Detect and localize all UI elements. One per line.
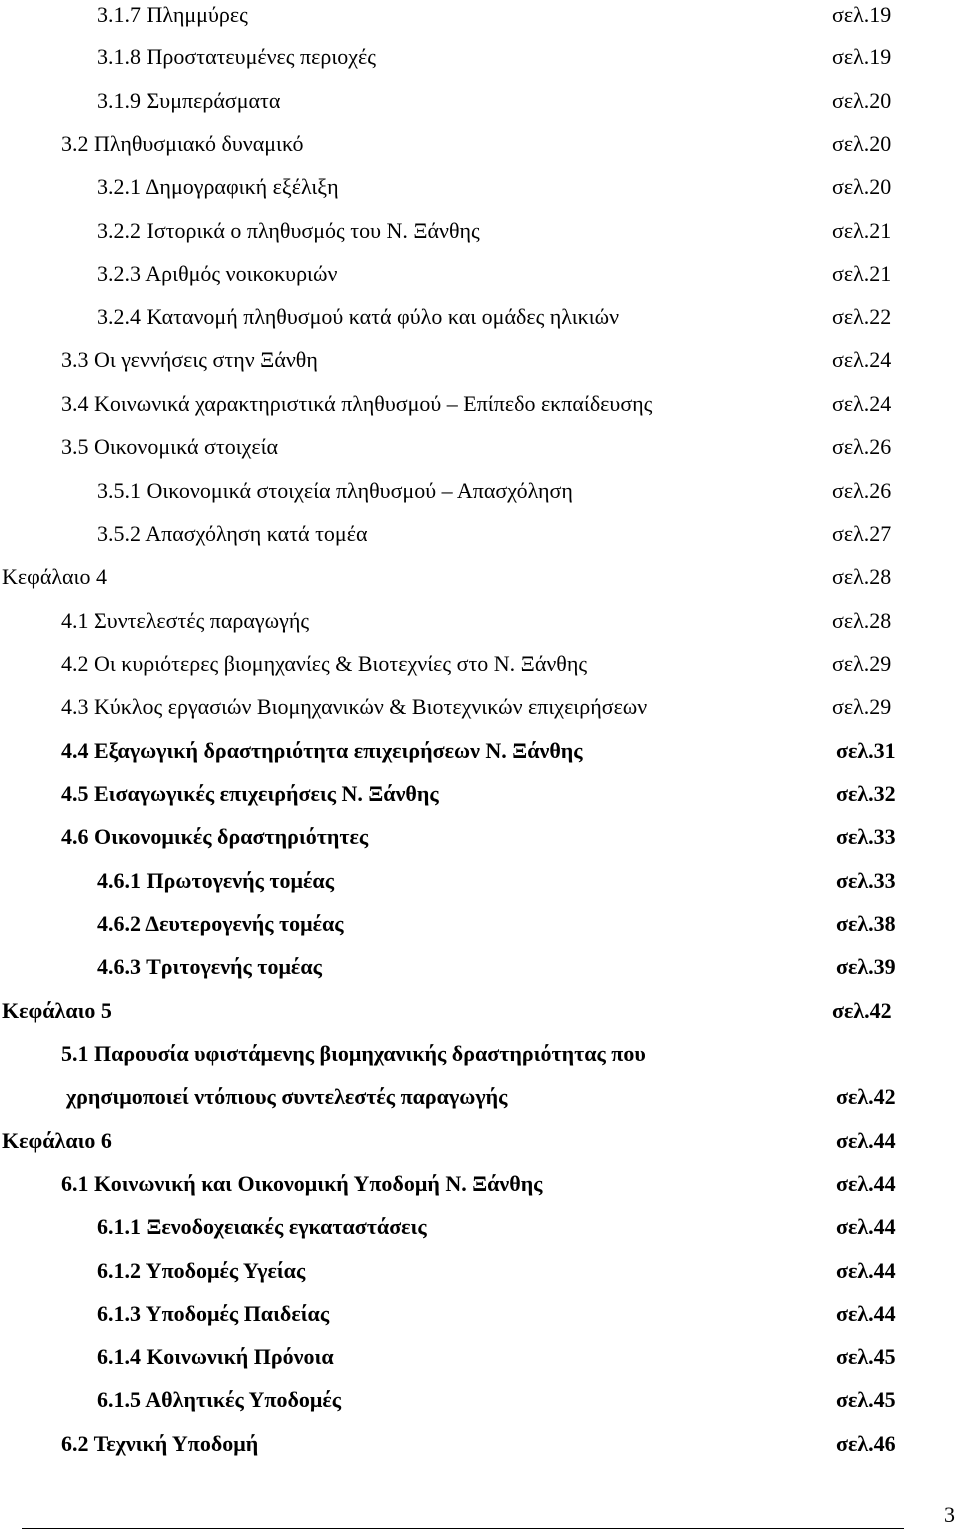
toc-entry: [0, 822, 960, 852]
toc-entry-title: 3.2.3 Αριθμός νοικοκυριών: [97, 261, 338, 286]
toc-entry-title: 6.1.1 Ξενοδοχειακές εγκαταστάσεις: [97, 1214, 427, 1239]
page-number: 3: [944, 1502, 955, 1527]
toc-entry-page: σελ.26: [832, 434, 892, 459]
toc-entry: [0, 302, 960, 332]
toc-entry-title: 3.5.1 Οικονομικά στοιχεία πληθυσμού – Απασχόληση: [97, 478, 573, 503]
toc-entry-title: 6.2 Τεχνική Υποδομή: [61, 1431, 259, 1456]
toc-entry-page: σελ.28: [832, 564, 892, 589]
toc-entry: [0, 389, 960, 419]
toc-entry: [0, 649, 960, 679]
toc-entry: [0, 562, 960, 592]
toc-entry: [0, 1212, 960, 1242]
toc-entry-title: Κεφάλαιο 4: [2, 564, 107, 589]
toc-entry-page: σελ.29: [832, 694, 892, 719]
toc-entry: [0, 692, 960, 722]
toc-entry-title: 3.1.9 Συμπεράσματα: [97, 88, 281, 113]
toc-entry: [0, 172, 960, 202]
toc-entry: [0, 216, 960, 246]
toc-entry: [0, 1039, 960, 1069]
toc-entry-page: σελ.44: [836, 1258, 896, 1283]
toc-entry: [0, 129, 960, 159]
toc-entry-page: σελ.19: [832, 2, 892, 27]
toc-entry-title: 3.2 Πληθυσμιακό δυναμικό: [61, 131, 304, 156]
toc-entry-page: σελ.20: [832, 174, 892, 199]
toc-entry: [0, 909, 960, 939]
toc-entry-title: 3.3 Οι γεννήσεις στην Ξάνθη: [61, 347, 318, 372]
toc-entry: [0, 1429, 960, 1459]
toc-entry-title: 6.1.4 Κοινωνική Πρόνοια: [97, 1344, 334, 1369]
toc-entry-title: 3.4 Κοινωνικά χαρακτηριστικά πληθυσμού – Επίπεδο εκπαίδευσης: [61, 391, 653, 416]
toc-entry-page: σελ.24: [832, 391, 892, 416]
toc-entry-page: σελ.45: [836, 1344, 896, 1369]
toc-entry-page: σελ.44: [836, 1301, 896, 1326]
toc-entry-page: σελ.20: [832, 131, 892, 156]
toc-entry: [0, 952, 960, 982]
toc-entry-page: σελ.42: [832, 998, 892, 1023]
toc-entry: [0, 476, 960, 506]
toc-entry: [0, 1385, 960, 1415]
toc-entry-title: 3.2.4 Κατανομή πληθυσμού κατά φύλο και ομάδες ηλικιών: [97, 304, 620, 329]
toc-entry: [0, 996, 960, 1026]
toc-entry-title: 6.1.3 Υποδομές Παιδείας: [97, 1301, 330, 1326]
toc-entry-page: σελ.44: [836, 1128, 896, 1153]
footer-rule: [22, 1528, 904, 1529]
toc-entry: [0, 42, 960, 72]
toc-entry-page: σελ.28: [832, 608, 892, 633]
toc-entry: [0, 1126, 960, 1156]
toc-entry-page: σελ.26: [832, 478, 892, 503]
toc-entry-title: 4.3 Κύκλος εργασιών Βιομηχανικών & Βιοτεχνικών επιχειρήσεων: [61, 694, 648, 719]
toc-entry: [0, 736, 960, 766]
toc-entry: [0, 0, 960, 30]
toc-entry-title: 4.6.1 Πρωτογενής τομέας: [97, 868, 334, 893]
toc-entry-title: 3.1.8 Προστατευμένες περιοχές: [97, 44, 376, 69]
toc-entry: [0, 1342, 960, 1372]
toc-entry-title: 4.4 Εξαγωγική δραστηριότητα επιχειρήσεων Ν. Ξάνθης: [61, 738, 583, 763]
toc-entry: [0, 606, 960, 636]
toc-entry: [0, 432, 960, 462]
toc-entry-title: χρησιμοποιεί ντόπιους συντελεστές παραγωγής: [66, 1084, 508, 1109]
toc-entry-page: σελ.33: [836, 824, 896, 849]
toc-entry-page: σελ.32: [836, 781, 896, 806]
toc-entry-title: 4.1 Συντελεστές παραγωγής: [61, 608, 310, 633]
toc-entry-page: σελ.21: [832, 261, 892, 286]
toc-entry-page: σελ.20: [832, 88, 892, 113]
toc-entry-title: 5.1 Παρουσία υφιστάμενης βιομηχανικής δραστηριότητας που: [61, 1041, 646, 1066]
toc-entry-title: 3.2.2 Ιστορικά ο πληθυσμός του Ν. Ξάνθης: [97, 218, 480, 243]
toc-entry: [0, 1169, 960, 1199]
toc-entry: [0, 519, 960, 549]
toc-entry-page: σελ.38: [836, 911, 896, 936]
toc-entry-page: σελ.31: [836, 738, 896, 763]
toc-entry-page: σελ.22: [832, 304, 892, 329]
toc-entry-title: 3.1.7 Πλημμύρες: [97, 2, 248, 27]
toc-entry: [0, 1082, 960, 1112]
toc-entry: [0, 345, 960, 375]
toc-entry-page: σελ.42: [836, 1084, 896, 1109]
toc-entry-title: Κεφάλαιο 5: [2, 998, 112, 1023]
toc-entry: [0, 259, 960, 289]
toc-entry-page: σελ.45: [836, 1387, 896, 1412]
toc-entry-page: σελ.29: [832, 651, 892, 676]
toc-entry-title: 3.2.1 Δημογραφική εξέλιξη: [97, 174, 339, 199]
toc-entry-title: Κεφάλαιο 6: [2, 1128, 112, 1153]
toc-entry-page: σελ.33: [836, 868, 896, 893]
toc-entry-page: σελ.44: [836, 1214, 896, 1239]
toc-entry-page: σελ.46: [836, 1431, 896, 1456]
toc-entry-title: 4.6 Οικονομικές δραστηριότητες: [61, 824, 369, 849]
toc-entry-title: 3.5.2 Απασχόληση κατά τομέα: [97, 521, 368, 546]
toc-entry-page: σελ.21: [832, 218, 892, 243]
toc-entry: [0, 86, 960, 116]
toc-entry: [0, 1299, 960, 1329]
toc-entry: [0, 779, 960, 809]
toc-entry-page: σελ.24: [832, 347, 892, 372]
toc-entry-page: σελ.44: [836, 1171, 896, 1196]
toc-entry-title: 4.5 Εισαγωγικές επιχειρήσεις Ν. Ξάνθης: [61, 781, 439, 806]
toc-entry-title: 3.5 Οικονομικά στοιχεία: [61, 434, 279, 459]
toc-entry-title: 6.1 Κοινωνική και Οικονομική Υποδομή Ν. Ξάνθης: [61, 1171, 543, 1196]
toc-entry-page: σελ.27: [832, 521, 892, 546]
toc-entry-title: 4.6.3 Τριτογενής τομέας: [97, 954, 322, 979]
toc-entry: [0, 866, 960, 896]
toc-entry-page: σελ.19: [832, 44, 892, 69]
toc-entry-title: 6.1.5 Αθλητικές Υποδομές: [97, 1387, 342, 1412]
toc-entry-title: 6.1.2 Υποδομές Υγείας: [97, 1258, 306, 1283]
toc-entry: [0, 1256, 960, 1286]
toc-entry-title: 4.6.2 Δευτερογενής τομέας: [97, 911, 344, 936]
toc-entry-page: σελ.39: [836, 954, 896, 979]
toc-entry-title: 4.2 Οι κυριότερες βιομηχανίες & Βιοτεχνίες στο Ν. Ξάνθης: [61, 651, 588, 676]
